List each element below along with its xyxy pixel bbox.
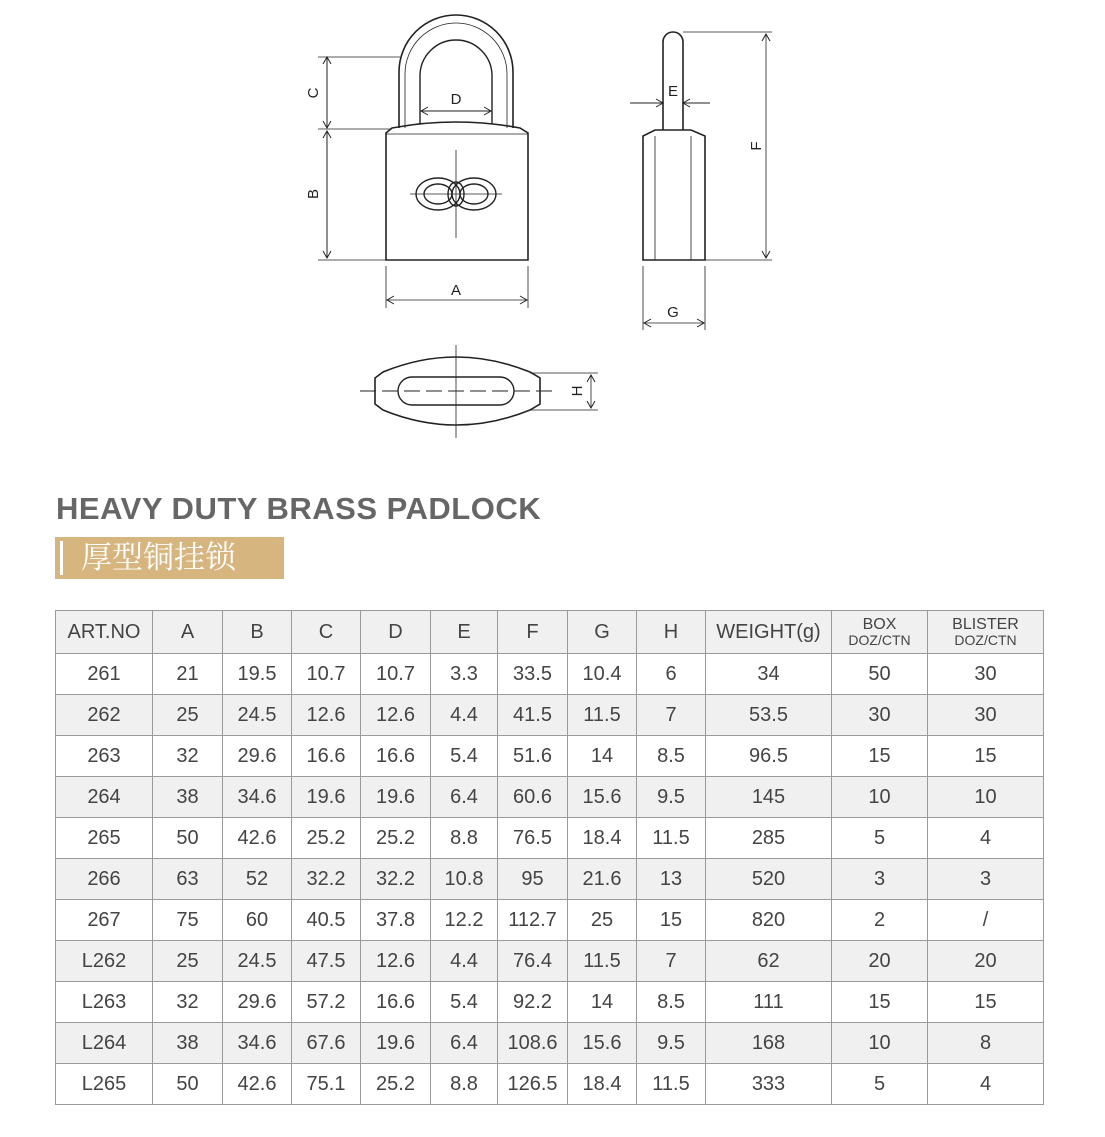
banner-accent-mark — [60, 541, 63, 575]
cell-c: 47.5 — [292, 941, 361, 982]
dim-label-g: G — [667, 304, 679, 321]
cell-e: 5.4 — [431, 736, 498, 777]
cell-d: 25.2 — [361, 818, 431, 859]
cell-g: 14 — [568, 982, 637, 1023]
cell-h: 8.5 — [637, 982, 706, 1023]
cell-d: 12.6 — [361, 695, 431, 736]
cell-h: 7 — [637, 695, 706, 736]
cell-blister: 20 — [928, 941, 1044, 982]
subtitle-banner — [55, 537, 284, 579]
cell-art-no: 265 — [56, 818, 153, 859]
cell-g: 15.6 — [568, 1023, 637, 1064]
cell-art-no: 264 — [56, 777, 153, 818]
cell-b: 42.6 — [223, 1064, 292, 1105]
cell-h: 8.5 — [637, 736, 706, 777]
cell-c: 19.6 — [292, 777, 361, 818]
cell-h: 11.5 — [637, 1064, 706, 1105]
header-box-line2: DOZ/CTN — [848, 632, 911, 648]
cell-g: 15.6 — [568, 777, 637, 818]
cell-d: 16.6 — [361, 982, 431, 1023]
cell-blister: 4 — [928, 1064, 1044, 1105]
cell-f: 60.6 — [498, 777, 568, 818]
cell-f: 126.5 — [498, 1064, 568, 1105]
header-b: B — [223, 611, 292, 654]
table-row — [56, 818, 1044, 859]
cell-art-no: 266 — [56, 859, 153, 900]
cell-box: 10 — [832, 1023, 928, 1064]
header-d: D — [361, 611, 431, 654]
padlock-technical-drawing — [0, 0, 1105, 460]
cell-c: 16.6 — [292, 736, 361, 777]
header-blister — [928, 611, 1044, 654]
cell-c: 25.2 — [292, 818, 361, 859]
cell-art-no: 262 — [56, 695, 153, 736]
cell-a: 32 — [153, 982, 223, 1023]
header-weight: WEIGHT(g) — [706, 611, 832, 654]
header-e: E — [431, 611, 498, 654]
cell-blister: 15 — [928, 982, 1044, 1023]
cell-d: 37.8 — [361, 900, 431, 941]
cell-art-no: L263 — [56, 982, 153, 1023]
table-row — [56, 941, 1044, 982]
side-view — [630, 32, 772, 330]
cell-box: 20 — [832, 941, 928, 982]
cell-h: 13 — [637, 859, 706, 900]
cell-h: 11.5 — [637, 818, 706, 859]
top-view — [360, 345, 598, 438]
cell-a: 50 — [153, 1064, 223, 1105]
cell-blister: 3 — [928, 859, 1044, 900]
cell-e: 4.4 — [431, 941, 498, 982]
table-row — [56, 777, 1044, 818]
cell-b: 42.6 — [223, 818, 292, 859]
cell-f: 95 — [498, 859, 568, 900]
cell-f: 112.7 — [498, 900, 568, 941]
cell-c: 67.6 — [292, 1023, 361, 1064]
cell-blister: 10 — [928, 777, 1044, 818]
cell-g: 11.5 — [568, 695, 637, 736]
cell-box: 10 — [832, 777, 928, 818]
cell-f: 76.5 — [498, 818, 568, 859]
header-box-line1: BOX — [862, 616, 897, 633]
cell-g: 21.6 — [568, 859, 637, 900]
cell-art-no: L264 — [56, 1023, 153, 1064]
cell-b: 52 — [223, 859, 292, 900]
cell-a: 32 — [153, 736, 223, 777]
cell-blister: 4 — [928, 818, 1044, 859]
header-box — [832, 611, 928, 654]
front-view — [318, 15, 528, 308]
cell-box: 5 — [832, 818, 928, 859]
cell-box: 3 — [832, 859, 928, 900]
cell-c: 32.2 — [292, 859, 361, 900]
cell-e: 3.3 — [431, 654, 498, 695]
cell-c: 10.7 — [292, 654, 361, 695]
cell-d: 32.2 — [361, 859, 431, 900]
cell-box: 15 — [832, 736, 928, 777]
cell-d: 12.6 — [361, 941, 431, 982]
cell-weight: 96.5 — [706, 736, 832, 777]
table-row — [56, 859, 1044, 900]
cell-blister: 30 — [928, 654, 1044, 695]
cell-a: 63 — [153, 859, 223, 900]
table-row — [56, 1023, 1044, 1064]
cell-weight: 520 — [706, 859, 832, 900]
table-row — [56, 654, 1044, 695]
cell-g: 18.4 — [568, 1064, 637, 1105]
cell-b: 60 — [223, 900, 292, 941]
cell-f: 76.4 — [498, 941, 568, 982]
cell-art-no: L262 — [56, 941, 153, 982]
cell-g: 10.4 — [568, 654, 637, 695]
cell-weight: 145 — [706, 777, 832, 818]
cell-c: 12.6 — [292, 695, 361, 736]
cell-a: 75 — [153, 900, 223, 941]
cell-f: 108.6 — [498, 1023, 568, 1064]
cell-d: 19.6 — [361, 1023, 431, 1064]
cell-g: 25 — [568, 900, 637, 941]
cell-e: 6.4 — [431, 1023, 498, 1064]
header-f: F — [498, 611, 568, 654]
cell-d: 25.2 — [361, 1064, 431, 1105]
cell-g: 11.5 — [568, 941, 637, 982]
cell-blister: 8 — [928, 1023, 1044, 1064]
cell-e: 8.8 — [431, 818, 498, 859]
dim-label-a: A — [450, 282, 462, 299]
cell-g: 18.4 — [568, 818, 637, 859]
cell-art-no: 261 — [56, 654, 153, 695]
cell-d: 16.6 — [361, 736, 431, 777]
table-body — [56, 654, 1044, 1105]
dim-label-c: C — [305, 87, 322, 99]
table-row — [56, 695, 1044, 736]
cell-a: 21 — [153, 654, 223, 695]
cell-g: 14 — [568, 736, 637, 777]
cell-weight: 168 — [706, 1023, 832, 1064]
cell-blister: / — [928, 900, 1044, 941]
cell-weight: 111 — [706, 982, 832, 1023]
cell-h: 15 — [637, 900, 706, 941]
chinese-subtitle: 厚型铜挂锁 — [81, 540, 236, 576]
cell-weight: 53.5 — [706, 695, 832, 736]
cell-blister: 30 — [928, 695, 1044, 736]
cell-d: 10.7 — [361, 654, 431, 695]
cell-h: 9.5 — [637, 1023, 706, 1064]
cell-b: 24.5 — [223, 695, 292, 736]
cell-f: 51.6 — [498, 736, 568, 777]
cell-c: 57.2 — [292, 982, 361, 1023]
cell-f: 33.5 — [498, 654, 568, 695]
cell-d: 19.6 — [361, 777, 431, 818]
cell-a: 38 — [153, 777, 223, 818]
cell-weight: 820 — [706, 900, 832, 941]
table-header-row — [56, 611, 1044, 654]
cell-a: 25 — [153, 941, 223, 982]
cell-weight: 333 — [706, 1064, 832, 1105]
header-a: A — [153, 611, 223, 654]
cell-e: 8.8 — [431, 1064, 498, 1105]
cell-b: 29.6 — [223, 736, 292, 777]
header-blister-line2: DOZ/CTN — [954, 632, 1017, 648]
cell-e: 10.8 — [431, 859, 498, 900]
cell-c: 40.5 — [292, 900, 361, 941]
dim-label-e: E — [667, 83, 679, 100]
cell-e: 5.4 — [431, 982, 498, 1023]
dim-label-f: F — [748, 141, 765, 151]
cell-b: 34.6 — [223, 777, 292, 818]
header-blister-line1: BLISTER — [952, 616, 1019, 633]
cell-weight: 62 — [706, 941, 832, 982]
cell-box: 50 — [832, 654, 928, 695]
cell-a: 25 — [153, 695, 223, 736]
cell-weight: 34 — [706, 654, 832, 695]
cell-f: 92.2 — [498, 982, 568, 1023]
dim-label-d: D — [450, 91, 462, 108]
cell-b: 29.6 — [223, 982, 292, 1023]
cell-art-no: L265 — [56, 1064, 153, 1105]
cell-a: 38 — [153, 1023, 223, 1064]
cell-b: 34.6 — [223, 1023, 292, 1064]
cell-art-no: 263 — [56, 736, 153, 777]
cell-h: 7 — [637, 941, 706, 982]
cell-blister: 15 — [928, 736, 1044, 777]
cell-box: 15 — [832, 982, 928, 1023]
cell-e: 4.4 — [431, 695, 498, 736]
cell-box: 2 — [832, 900, 928, 941]
cell-c: 75.1 — [292, 1064, 361, 1105]
spec-table — [55, 610, 1044, 1105]
header-h: H — [637, 611, 706, 654]
table-row — [56, 900, 1044, 941]
cell-e: 12.2 — [431, 900, 498, 941]
table-row — [56, 736, 1044, 777]
cell-box: 30 — [832, 695, 928, 736]
cell-a: 50 — [153, 818, 223, 859]
cell-e: 6.4 — [431, 777, 498, 818]
cell-weight: 285 — [706, 818, 832, 859]
header-g: G — [568, 611, 637, 654]
header-art-no: ART.NO — [56, 611, 153, 654]
table-row — [56, 982, 1044, 1023]
cell-b: 24.5 — [223, 941, 292, 982]
table-row — [56, 1064, 1044, 1105]
product-title: HEAVY DUTY BRASS PADLOCK — [56, 491, 542, 526]
cell-art-no: 267 — [56, 900, 153, 941]
cell-f: 41.5 — [498, 695, 568, 736]
dim-label-h: H — [569, 385, 586, 397]
cell-h: 6 — [637, 654, 706, 695]
cell-b: 19.5 — [223, 654, 292, 695]
cell-h: 9.5 — [637, 777, 706, 818]
dim-label-b: B — [305, 188, 322, 200]
cell-box: 5 — [832, 1064, 928, 1105]
header-c: C — [292, 611, 361, 654]
